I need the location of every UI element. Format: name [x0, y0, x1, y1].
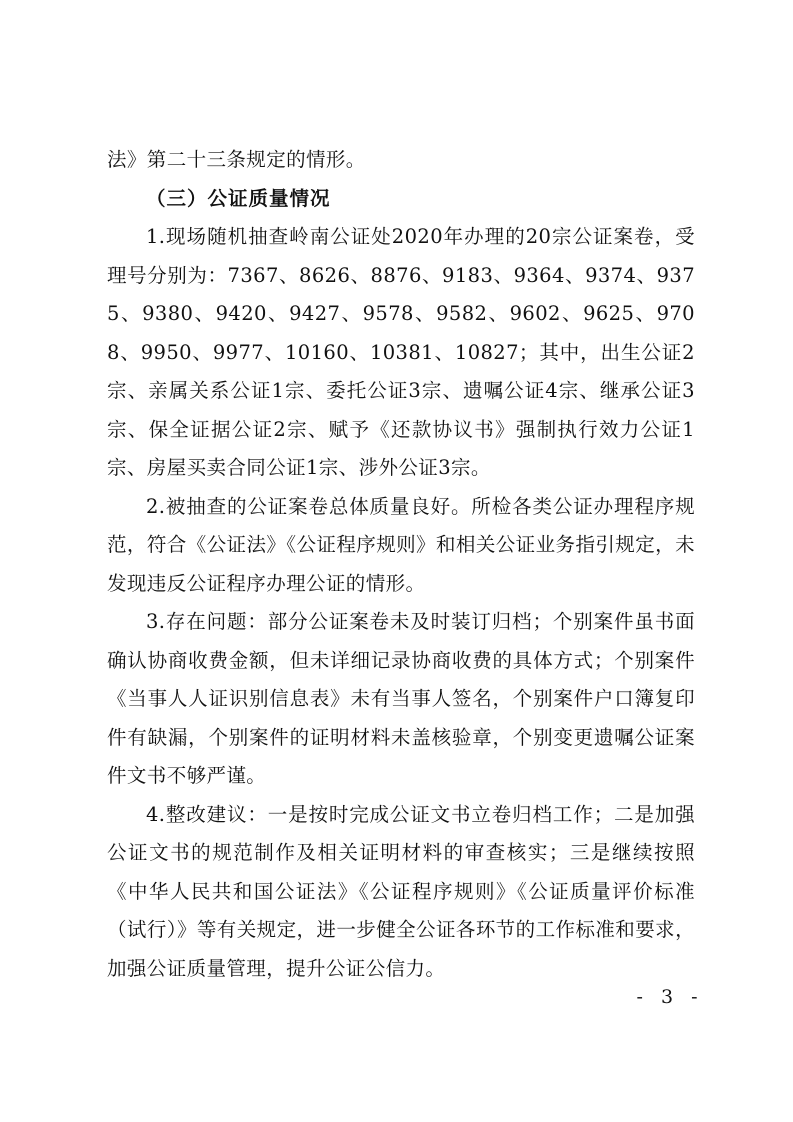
continuation-line: 法》第二十三条规定的情形。 [107, 148, 366, 171]
paragraph-3: 3.存在问题：部分公证案卷未及时装订归档；个别案件虽书面确认协商收费金额，但未详细记录协商收费的具体方式；个别案件《当事人人证识别信息表》未有当事人签名，个别案件户口簿复印件有缺漏，个别案件的证明材料未盖核验章，个别变更遗嘱公证案件文书不够严谨。 [107, 610, 695, 787]
paragraph-1: 1.现场随机抽查岭南公证处2020年办理的20宗公证案卷，受理号分别为：7367、8626、8876、9183、9364、9374、9375、9380、9420、9427、9578、9582、9602、9625、9708、9950、9977、10160、10381、10827；其中，出生公证2宗、亲属关系公证1宗、委托公证3宗、遗嘱公证4宗、继承公证3宗、保全证据公证2宗、赋予《还款协议书》强制执行效力公证1宗、房屋买卖合同公证1宗、涉外公证3宗。 [107, 225, 695, 479]
paragraph-4: 4.整改建议：一是按时完成公证文书立卷归档工作；二是加强公证文书的规范制作及相关证明材料的审查核实；三是继续按照《中华人民共和国公证法》《公证程序规则》《公证质量评价标准（试行）》等有关规定，进一步健全公证各环节的工作标准和要求，加强公证质量管理，提升公证公信力。 [107, 802, 695, 980]
section-heading: （三）公证质量情况 [146, 186, 331, 210]
page-body [107, 141, 695, 988]
page-number: - 3 - [636, 986, 704, 1008]
paragraph-2: 2.被抽查的公证案卷总体质量良好。所检各类公证办理程序规范，符合《公证法》《公证程序规则》和相关公证业务指引规定，未发现违反公证程序办理公证的情形。 [107, 494, 695, 595]
